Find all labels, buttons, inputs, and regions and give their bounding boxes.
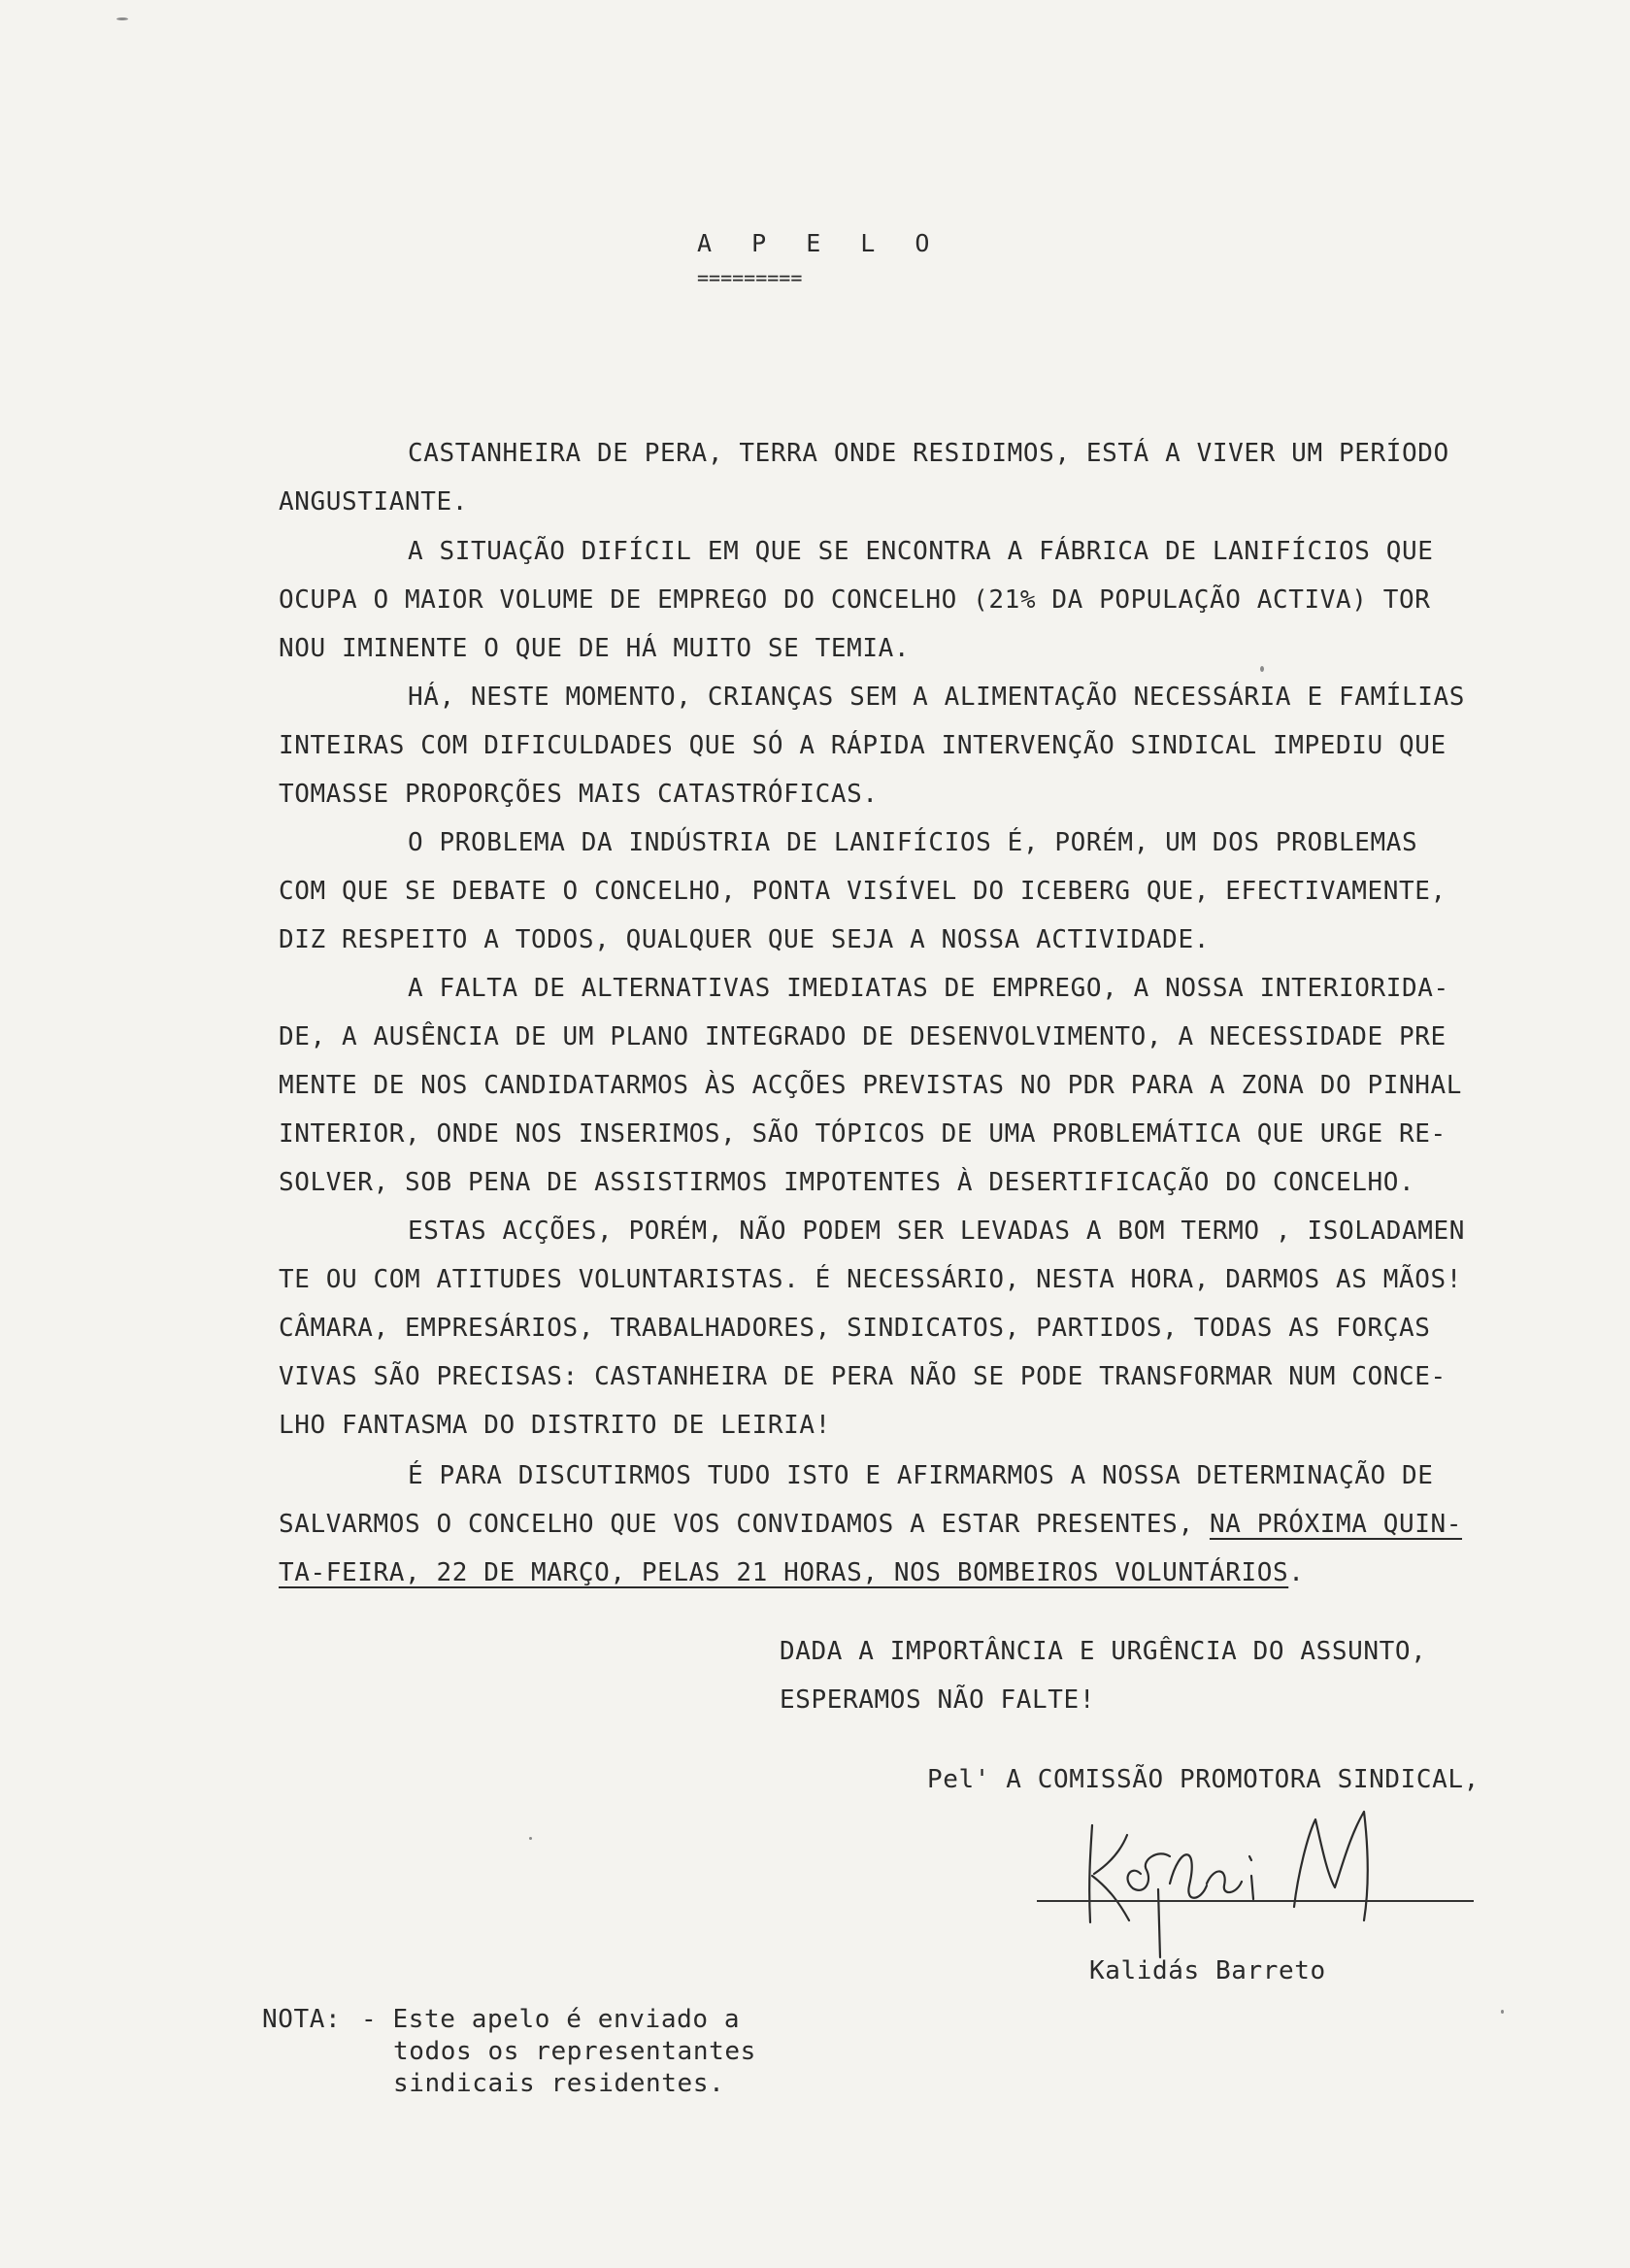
body-line: ESTAS ACÇÕES, PORÉM, NÃO PODEM SER LEVADAS A BOM TERMO , ISOLADAMEN xyxy=(408,1217,1465,1246)
body-line: INTERIOR, ONDE NOS INSERIMOS, SÃO TÓPICOS DE UMA PROBLEMÁTICA QUE URGE RE- xyxy=(279,1119,1447,1149)
body-line: A FALTA DE ALTERNATIVAS IMEDIATAS DE EMPREGO, A NOSSA INTERIORIDA- xyxy=(408,974,1449,1003)
body-line-text: . xyxy=(1288,1558,1305,1587)
body-line: LHO FANTASMA DO DISTRITO DE LEIRIA! xyxy=(279,1411,831,1440)
body-line xyxy=(279,1558,1304,1587)
body-line: É PARA DISCUTIRMOS TUDO ISTO E AFIRMARMOS A NOSSA DETERMINAÇÃO DE xyxy=(408,1461,1434,1490)
body-line: ANGUSTIANTE. xyxy=(279,487,469,517)
body-line: TOMASSE PROPORÇÕES MAIS CATASTRÓFICAS. xyxy=(279,780,879,809)
body-line: DIZ RESPEITO A TODOS, QUALQUER QUE SEJA A NOSSA ACTIVIDADE. xyxy=(279,925,1210,954)
body-line: TE OU COM ATITUDES VOLUNTARISTAS. É NECESSÁRIO, NESTA HORA, DARMOS AS MÃOS! xyxy=(279,1265,1462,1294)
body-line: COM QUE SE DEBATE O CONCELHO, PONTA VISÍVEL DO ICEBERG QUE, EFECTIVAMENTE, xyxy=(279,877,1447,906)
body-line: VIVAS SÃO PRECISAS: CASTANHEIRA DE PERA NÃO SE PODE TRANSFORMAR NUM CONCE- xyxy=(279,1362,1447,1391)
handwritten-signature xyxy=(1044,1806,1471,1961)
body-line: O PROBLEMA DA INDÚSTRIA DE LANIFÍCIOS É, PORÉM, UM DOS PROBLEMAS xyxy=(408,828,1418,857)
paper-speck xyxy=(529,1837,532,1840)
signatory-name: Kalidás Barreto xyxy=(1089,1956,1326,1985)
body-line: MENTE DE NOS CANDIDATARMOS ÀS ACÇÕES PREVISTAS NO PDR PARA A ZONA DO PINHAL xyxy=(279,1071,1462,1100)
document-title: A P E L O xyxy=(697,229,943,257)
body-line: OCUPA O MAIOR VOLUME DE EMPREGO DO CONCELHO (21% DA POPULAÇÃO ACTIVA) TOR xyxy=(279,585,1431,615)
body-line: SOLVER, SOB PENA DE ASSISTIRMOS IMPOTENTES À DESERTIFICAÇÃO DO CONCELHO. xyxy=(279,1168,1415,1197)
signoff-line: Pel' A COMISSÃO PROMOTORA SINDICAL, xyxy=(927,1765,1480,1794)
body-line xyxy=(279,1510,1462,1539)
closing-line: ESPERAMOS NÃO FALTE! xyxy=(780,1685,1096,1715)
note-line: - Este apelo é enviado a xyxy=(361,2005,741,2034)
body-line: CASTANHEIRA DE PERA, TERRA ONDE RESIDIMOS, ESTÁ A VIVER UM PERÍODO xyxy=(408,439,1449,468)
closing-line: DADA A IMPORTÂNCIA E URGÊNCIA DO ASSUNTO, xyxy=(780,1637,1427,1666)
paper-speck xyxy=(1260,666,1264,672)
paper-speck xyxy=(116,17,128,20)
note-label: NOTA: xyxy=(262,2005,342,2034)
body-line: INTEIRAS COM DIFICULDADES QUE SÓ A RÁPIDA INTERVENÇÃO SINDICAL IMPEDIU QUE xyxy=(279,731,1447,760)
body-line: A SITUAÇÃO DIFÍCIL EM QUE SE ENCONTRA A FÁBRICA DE LANIFÍCIOS QUE xyxy=(408,537,1434,566)
body-line-text: SALVARMOS O CONCELHO QUE VOS CONVIDAMOS A ESTAR PRESENTES, xyxy=(279,1510,1210,1539)
body-line: DE, A AUSÊNCIA DE UM PLANO INTEGRADO DE DESENVOLVIMENTO, A NECESSIDADE PRE xyxy=(279,1022,1447,1051)
body-line: NOU IMINENTE O QUE DE HÁ MUITO SE TEMIA. xyxy=(279,634,911,663)
paper-speck xyxy=(1501,2010,1504,2014)
signature-line xyxy=(1037,1900,1474,1902)
title-underline-rule: ========= xyxy=(697,266,803,289)
note-line: sindicais residentes. xyxy=(393,2069,725,2098)
meeting-location-text: TA-FEIRA, 22 DE MARÇO, PELAS 21 HORAS, NOS BOMBEIROS VOLUNTÁRIOS xyxy=(279,1558,1289,1587)
body-line: CÂMARA, EMPRESÁRIOS, TRABALHADORES, SINDICATOS, PARTIDOS, TODAS AS FORÇAS xyxy=(279,1314,1431,1343)
body-line: HÁ, NESTE MOMENTO, CRIANÇAS SEM A ALIMENTAÇÃO NECESSÁRIA E FAMÍLIAS xyxy=(408,683,1465,712)
meeting-date-text: NA PRÓXIMA QUIN- xyxy=(1209,1510,1463,1539)
note-line: todos os representantes xyxy=(393,2037,756,2066)
